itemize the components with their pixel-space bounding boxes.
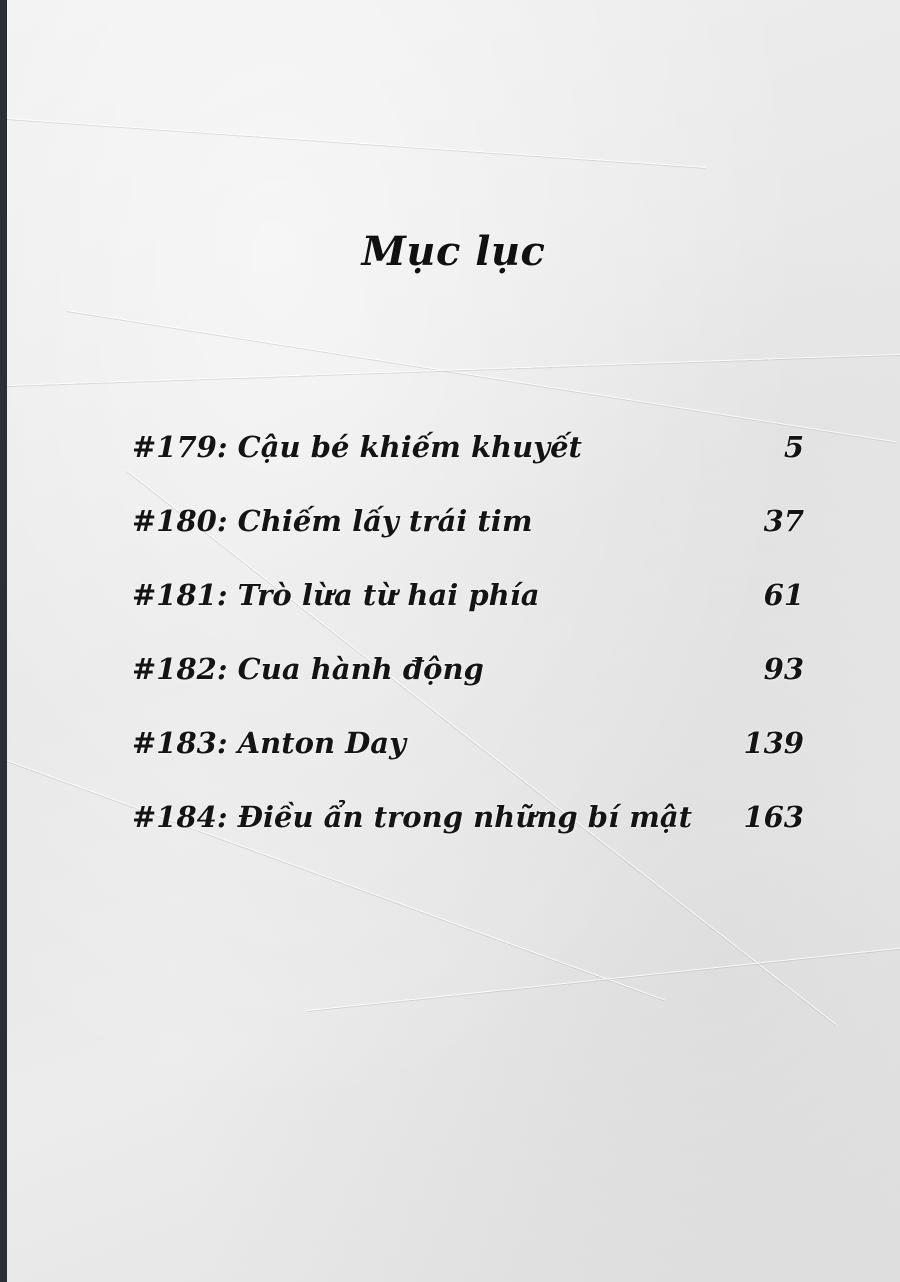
toc-entry [132, 726, 804, 800]
toc-entry-heading: #184: Điều ẩn trong những bí mật [132, 800, 693, 834]
page-number: 5 [783, 430, 804, 464]
page-number: 61 [763, 578, 804, 612]
toc-entry [132, 652, 804, 726]
page-number: 93 [763, 652, 804, 686]
page-number: 139 [743, 726, 804, 760]
paper-page [7, 0, 900, 1282]
paper-crease [307, 947, 900, 1011]
toc-entry-heading: #179: Cậu bé khiếm khuyết [132, 430, 582, 464]
table-of-contents [132, 430, 804, 874]
paper-crease [7, 118, 705, 168]
toc-entry [132, 430, 804, 504]
chapter-title: Trò lừa từ hai phía [237, 578, 540, 612]
page-number: 37 [763, 504, 804, 538]
paper-crease [7, 354, 900, 386]
page-title: Mục lục [361, 228, 546, 275]
toc-entry-heading: #182: Cua hành động [132, 652, 484, 686]
paper-crease [67, 310, 897, 442]
chapter-title: Cậu bé khiếm khuyết [237, 430, 582, 464]
chapter-title: Cua hành động [237, 652, 484, 686]
chapter-number: #184 [132, 800, 217, 834]
chapter-number: #183 [132, 726, 217, 760]
toc-entry [132, 578, 804, 652]
page-number: 163 [743, 800, 804, 834]
chapter-number: #179 [132, 430, 217, 464]
chapter-number: #180 [132, 504, 217, 538]
toc-entry-heading: #183: Anton Day [132, 726, 406, 760]
chapter-title: Điều ẩn trong những bí mật [237, 800, 693, 834]
chapter-title: Chiếm lấy trái tim [237, 504, 533, 538]
chapter-number: #181 [132, 578, 217, 612]
chapter-title: Anton Day [237, 726, 406, 760]
toc-entry [132, 800, 804, 874]
toc-entry-heading: #181: Trò lừa từ hai phía [132, 578, 540, 612]
toc-entry-heading: #180: Chiếm lấy trái tim [132, 504, 533, 538]
toc-entry [132, 504, 804, 578]
chapter-number: #182 [132, 652, 217, 686]
